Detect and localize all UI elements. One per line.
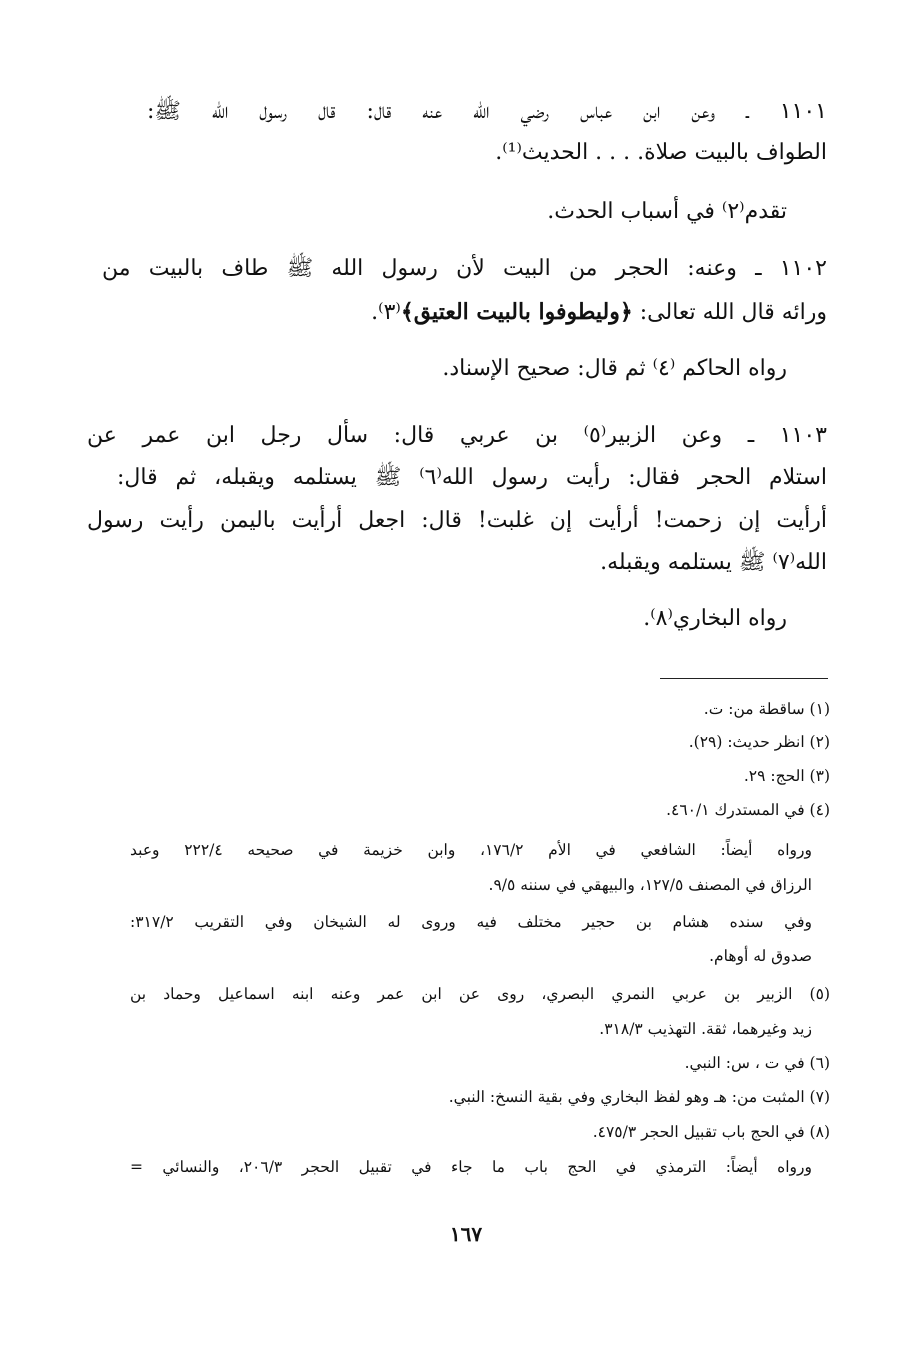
footnote-4: (٤) في المستدرك ٤٦٠/١. [666,801,830,819]
footnote-1: (١) ساقطة من: ت. [703,700,830,718]
footnote-4-extra-line-1: ورواه أيضاً: الشافعي في الأم ١٧٦/٢، وابن خزيمة في صحيحه ٢٢٢/٤ وعبد [130,841,813,859]
hadith-1101-line-1: ١١٠١ ـ وعن ابن عباس رضي الله عنه قال: قال رسول الله ﷺ: [147,99,827,124]
footnote-8-extra: ورواه أيضاً: الترمذي في الحج باب ما جاء في تقبيل الحجر ٢٠٦/٣، والنسائي = [130,1158,812,1176]
hadith-1101-line-2: الطواف بالبيت صلاة. . . . الحديث⁽¹⁾. [495,140,827,165]
hadith-1103-line-4: الله⁽٧⁾ ﷺ يستلمه ويقبله. [600,550,827,575]
hadith-1102-line-1: ١١٠٢ ـ وعنه: الحجر من البيت لأن رسول الله ﷺ طاف بالبيت من [102,256,827,281]
footnote-8: (٨) في الحج باب تقبيل الحجر ٤٧٥/٣. [592,1123,830,1141]
footnote-separator [660,678,828,679]
page-number: ١٦٧ [449,1222,483,1246]
hadith-1102-note: رواه الحاكم ⁽٤⁾ ثم قال: صحيح الإسناد. [442,356,787,381]
footnote-7: (٧) المثبت من: هـ وهو لفظ البخاري وفي بقية النسخ: النبي. [448,1088,830,1106]
footnote-4-chain-line-1: وفي سنده هشام بن حجير مختلف فيه وروى له الشيخان وفي التقريب ٣١٧/٢: [130,913,812,931]
footnote-6: (٦) في ت ، س: النبي. [684,1054,830,1072]
footnote-4-extra-line-2: الرزاق في المصنف ١٢٧/٥، والبيهقي في سننه ٩/٥. [488,876,812,894]
footnote-2: (٢) انظر حديث: (٢٩). [688,733,830,751]
hadith-1103-line-1: ١١٠٣ ـ وعن الزبير⁽٥⁾ بن عربي قال: سأل رجل ابن عمر عن [87,423,827,448]
footnote-3: (٣) الحج: ٢٩. [743,767,830,785]
hadith-1102-line-2-prefix: ورائه قال الله تعالى: [632,300,827,325]
hadith-1103-line-3: أرأيت إن زحمت! أرأيت إن غلبت! قال: اجعل أرأيت باليمن رأيت رسول [87,508,827,533]
hadith-1103-line-2: استلام الحجر فقال: رأيت رسول الله⁽٦⁾ ﷺ يستلمه ويقبله، ثم قال: [117,465,827,490]
footnote-5-line-2: زيد وغيرهما، ثقة. التهذيب ٣١٨/٣. [599,1020,812,1038]
quran-verse: ﴿وليطوفوا بالبيت العتيق﴾ [400,299,633,325]
footnote-ref-3: ⁽٣⁾. [371,300,401,325]
hadith-1101-note: تقدم⁽٢⁾ في أسباب الحدث. [547,199,787,224]
hadith-1102-line-2 [371,299,827,326]
hadith-1103-note: رواه البخاري⁽٨⁾. [643,606,787,631]
footnote-5-line-1: (٥) الزبير بن عربي النمري البصري، روى عن ابن عمر وعنه ابنه اسماعيل وحماد بن [130,985,830,1003]
footnote-4-chain-line-2: صدوق له أوهام. [709,947,812,965]
